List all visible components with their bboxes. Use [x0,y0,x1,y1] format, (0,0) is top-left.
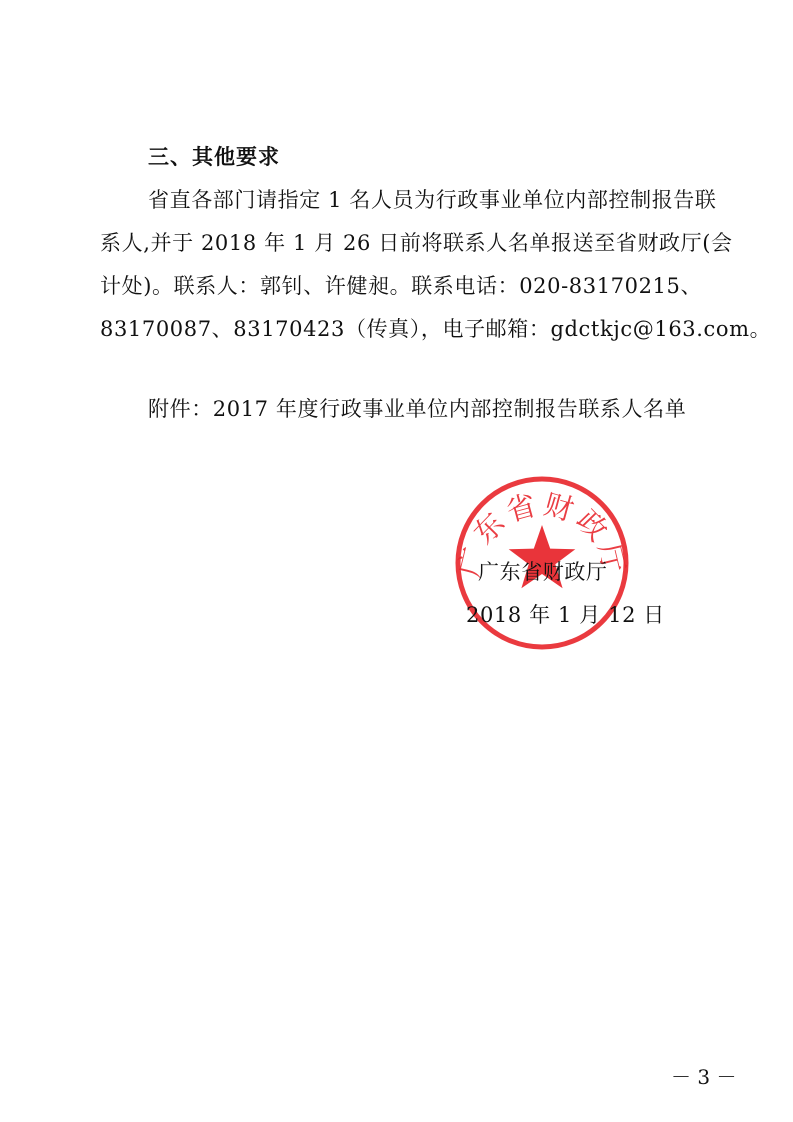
svg-text:广东省财政厅: 广东省财政厅 [452,486,632,581]
page-number: － 3 － [671,1065,737,1089]
attachment-line: 附件：2017 年度行政事业单位内部控制报告联系人名单 [148,397,687,421]
signature-organization: 广东省财政厅 [478,560,608,584]
signature-date: 2018 年 1 月 12 日 [466,603,665,627]
paragraph-line-4: 83170087、83170423（传真），电子邮箱：gdctkjc@163.com。 [100,317,772,341]
paragraph-line-1: 省直各部门请指定 1 名人员为行政事业单位内部控制报告联 [148,188,717,212]
paragraph-line-2: 系人,并于 2018 年 1 月 26 日前将联系人名单报送至省财政厅(会 [100,231,733,255]
section-heading: 三、其他要求 [148,145,280,169]
paragraph-line-3: 计处)。联系人：郭钊、许健昶。联系电话：020-83170215、 [100,274,703,298]
